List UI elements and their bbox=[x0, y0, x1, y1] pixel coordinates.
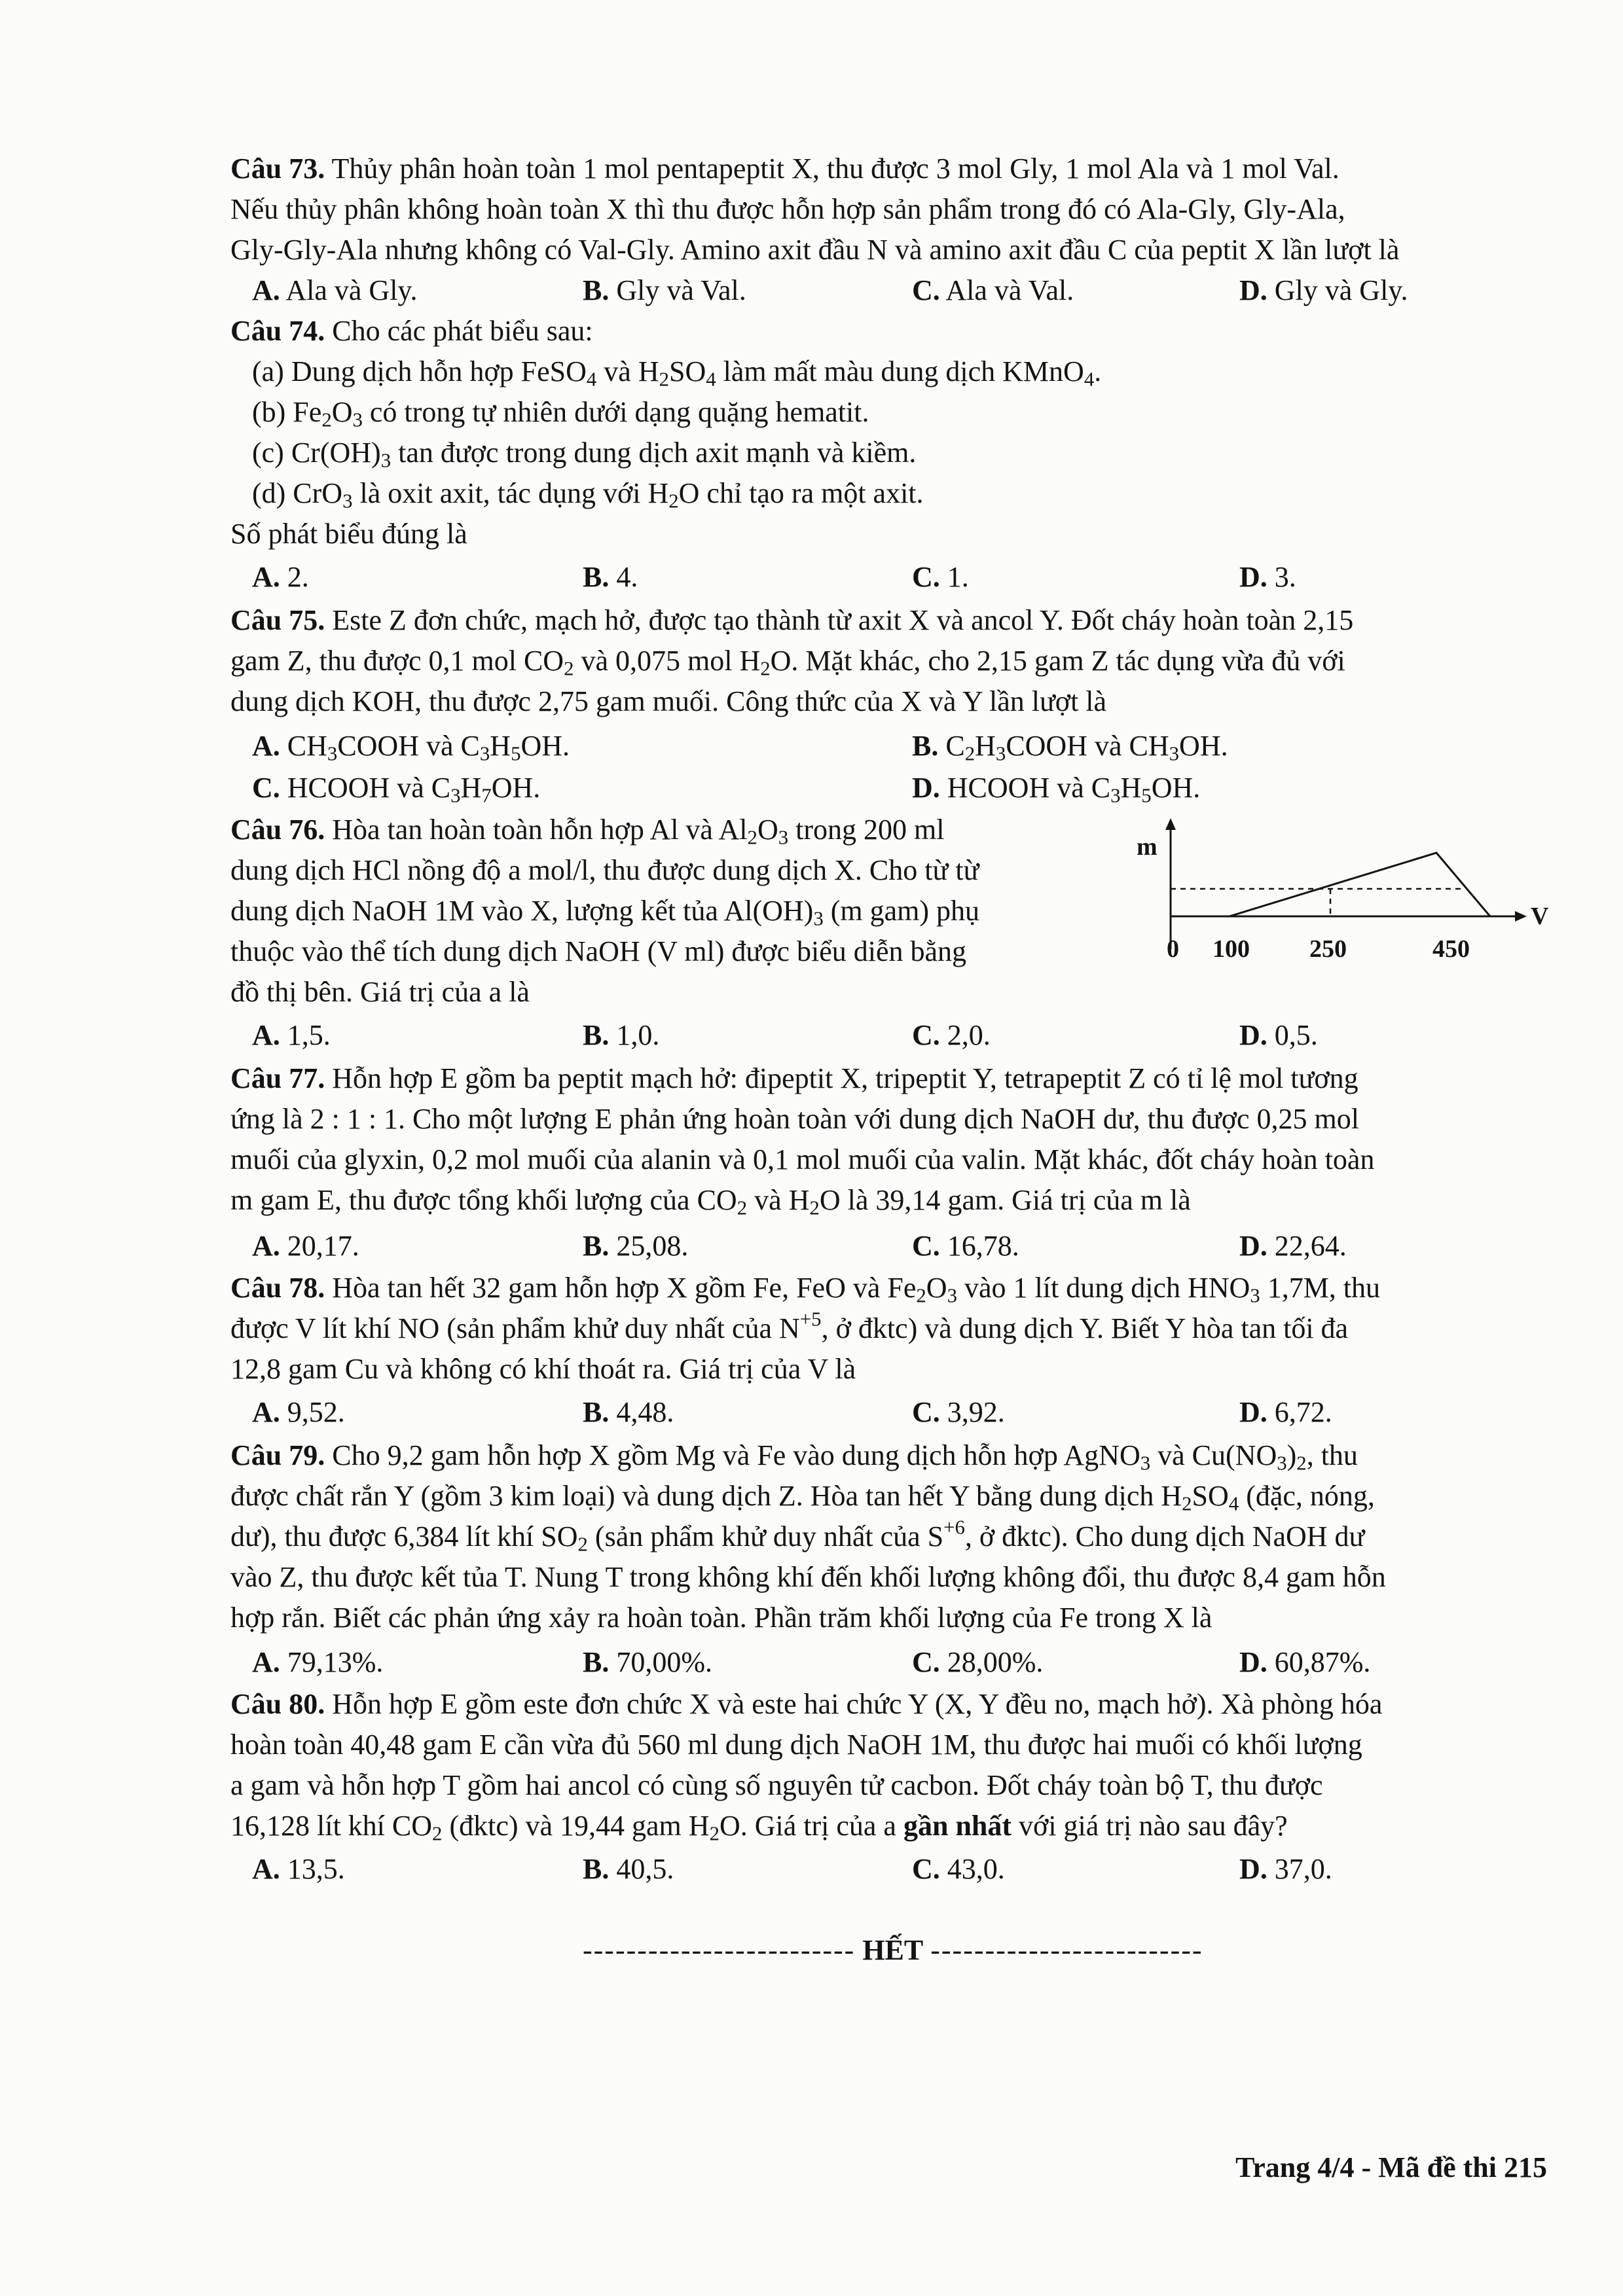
q78-option-c[interactable]: C. 3,92. bbox=[912, 1396, 1005, 1428]
q78-option-b[interactable]: B. 4,48. bbox=[583, 1396, 674, 1428]
q74-line-1: Câu 74. Cho các phát biểu sau: bbox=[230, 315, 593, 347]
q73-option-d[interactable]: D. Gly và Gly. bbox=[1239, 274, 1408, 306]
page-footer: Trang 4/4 - Mã đề thi 215 bbox=[1235, 2151, 1547, 2183]
q76-line-2: dung dịch HCl nồng độ a mol/l, thu được dung dịch X. Cho từ từ bbox=[230, 854, 979, 886]
q79-line-5: hợp rắn. Biết các phản ứng xảy ra hoàn toàn. Phần trăm khối lượng của Fe trong X là bbox=[230, 1602, 1213, 1634]
q76-option-a[interactable]: A. 1,5. bbox=[252, 1019, 331, 1051]
q74-option-b[interactable]: B. 4. bbox=[583, 561, 638, 593]
q80-option-b[interactable]: B. 40,5. bbox=[583, 1853, 674, 1885]
q78-label: Câu 78. bbox=[230, 1272, 325, 1304]
q74-statement-d: (d) CrO$_3$ là oxit axit, tác dụng với $H_2O$ chỉ tạo ra một axit. bbox=[252, 477, 924, 512]
q73-option-a[interactable]: A. Ala và Gly. bbox=[252, 274, 418, 306]
q73-line-1: Câu 73. Thủy phân hoàn toàn 1 mol pentapeptit X, thu được 3 mol Gly, 1 mol Ala và 1 mol Val. bbox=[230, 152, 1340, 185]
q79-label: Câu 79. bbox=[230, 1439, 325, 1471]
q80-line-1: Câu 80. Hỗn hợp E gồm este đơn chức X và este hai chức Y (X, Y đều no, mạch hở). Xà phòng hóa bbox=[230, 1688, 1383, 1720]
q79-option-d[interactable]: D. 60,87%. bbox=[1239, 1646, 1371, 1678]
q78-line-1: Câu 78. Hòa tan hết 32 gam hỗn hợp X gồm Fe, FeO và $Fe_2O_3$ vào 1 lít dung dịch $HNO_3$ 1,7M, thu bbox=[230, 1272, 1381, 1307]
q77-label: Câu 77. bbox=[230, 1062, 325, 1094]
q79-line-2: được chất rắn Y (gồm 3 kim loại) và dung dịch Z. Hòa tan hết Y bằng dung dịch $H_2SO_4$ (đặc, nóng, bbox=[230, 1480, 1375, 1515]
q80-option-c[interactable]: C. 43,0. bbox=[912, 1853, 1005, 1885]
q74-option-a[interactable]: A. 2. bbox=[252, 561, 309, 593]
q73-line-2: Nếu thủy phân không hoàn toàn X thì thu được hỗn hợp sản phẩm trong đó có Ala-Gly, Gly-Ala, bbox=[230, 193, 1345, 225]
q74-option-c[interactable]: C. 1. bbox=[912, 561, 969, 593]
q75-line-3: dung dịch KOH, thu được 2,75 gam muối. Công thức của X và Y lần lượt là bbox=[230, 685, 1107, 717]
graph-tick-100: 100 bbox=[1213, 935, 1250, 963]
q75-option-a[interactable]: A. $CH_3COOH$ và $C_3H_5OH$. bbox=[252, 730, 570, 765]
q77-line-2: ứng là 2 : 1 : 1. Cho một lượng E phản ứng hoàn toàn với dung dịch NaOH dư, thu được 0,25 mol bbox=[230, 1103, 1359, 1135]
q79-line-4: vào Z, thu được kết tủa T. Nung T trong không khí đến khối lượng không đổi, thu được 8,4 gam hỗn bbox=[230, 1561, 1386, 1593]
q77-option-b[interactable]: B. 25,08. bbox=[583, 1230, 689, 1262]
q76-line-5: đồ thị bên. Giá trị của a là bbox=[230, 976, 530, 1008]
precipitate-graph bbox=[1120, 818, 1565, 969]
graph-y-arrow bbox=[1165, 818, 1176, 830]
q76-line-4: thuộc vào thể tích dung dịch NaOH (V ml) được biểu diễn bằng bbox=[230, 935, 967, 967]
q76-line-1: Câu 76. Hòa tan hoàn toàn hỗn hợp Al và $Al_2O_3$ trong 200 ml bbox=[230, 814, 945, 849]
q76-option-b[interactable]: B. 1,0. bbox=[583, 1019, 660, 1051]
graph-tick-0: 0 bbox=[1167, 935, 1179, 963]
q79-option-a[interactable]: A. 79,13%. bbox=[252, 1646, 384, 1678]
q75-line-1: Câu 75. Este Z đơn chức, mạch hở, được tạo thành từ axit X và ancol Y. Đốt cháy hoàn toàn 2,15 bbox=[230, 604, 1354, 636]
q78-line-3: 12,8 gam Cu và không có khí thoát ra. Giá trị của V là bbox=[230, 1353, 856, 1385]
q76-option-c[interactable]: C. 2,0. bbox=[912, 1019, 991, 1051]
graph-x-label: V bbox=[1531, 903, 1549, 930]
q79-option-b[interactable]: B. 70,00%. bbox=[583, 1646, 713, 1678]
graph-tick-450: 450 bbox=[1432, 935, 1470, 963]
q74-label: Câu 74. bbox=[230, 315, 325, 347]
q77-line-3: muối của glyxin, 0,2 mol muối của alanin và 0,1 mol muối của valin. Mặt khác, đốt cháy hoàn toàn bbox=[230, 1143, 1375, 1175]
q80-label: Câu 80. bbox=[230, 1688, 325, 1720]
q74-statement-b: (b) $Fe_2O_3$ có trong tự nhiên dưới dạng quặng hematit. bbox=[252, 396, 869, 431]
end-marker: ------------------------- HẾT ------------------------- bbox=[583, 1934, 1203, 1966]
graph-x-arrow bbox=[1515, 911, 1527, 922]
q80-option-d[interactable]: D. 37,0. bbox=[1239, 1853, 1332, 1885]
q73-option-b[interactable]: B. Gly và Val. bbox=[583, 274, 746, 306]
q80-option-a[interactable]: A. 13,5. bbox=[252, 1853, 345, 1885]
q77-line-1: Câu 77. Hỗn hợp E gồm ba peptit mạch hở: đipeptit X, tripeptit Y, tetrapeptit Z có tỉ lệ mol tương bbox=[230, 1062, 1359, 1094]
q74-option-d[interactable]: D. 3. bbox=[1239, 561, 1296, 593]
q78-option-a[interactable]: A. 9,52. bbox=[252, 1396, 345, 1428]
q80-line-4: 16,128 lít khí $CO_2$ (đktc) và 19,44 gam $H_2O$. Giá trị của a gần nhất với giá trị nào sau đây? bbox=[230, 1810, 1288, 1845]
q73-label: Câu 73. bbox=[230, 152, 325, 185]
q77-option-d[interactable]: D. 22,64. bbox=[1239, 1230, 1347, 1262]
q76-label: Câu 76. bbox=[230, 814, 325, 846]
q75-label: Câu 75. bbox=[230, 604, 325, 636]
q80-line-3: a gam và hỗn hợp T gồm hai ancol có cùng số nguyên tử cacbon. Đốt cháy toàn bộ T, thu được bbox=[230, 1769, 1323, 1801]
q78-option-d[interactable]: D. 6,72. bbox=[1239, 1396, 1332, 1428]
q77-option-a[interactable]: A. 20,17. bbox=[252, 1230, 359, 1262]
q77-option-c[interactable]: C. 16,78. bbox=[912, 1230, 1019, 1262]
q76-line-3: dung dịch NaOH 1M vào X, lượng kết tủa $Al(OH)_3$ (m gam) phụ bbox=[230, 895, 980, 930]
graph-tick-250: 250 bbox=[1309, 935, 1347, 963]
q74-statement-a: (a) Dung dịch hỗn hợp FeSO$_4$ và $H_2SO_4$ làm mất màu dung dịch KMnO$_4$. bbox=[252, 355, 1102, 391]
q79-line-1: Câu 79. Cho 9,2 gam hỗn hợp X gồm Mg và Fe vào dung dịch hỗn hợp AgNO$_3$ và $Cu(NO_3)_2$, thu bbox=[230, 1439, 1358, 1475]
q80-line-2: hoàn toàn 40,48 gam E cần vừa đủ 560 ml dung dịch NaOH 1M, thu được hai muối có khối lượng bbox=[230, 1729, 1362, 1761]
q74-prompt: Số phát biểu đúng là bbox=[230, 518, 467, 550]
q79-line-3: dư), thu được 6,384 lít khí $SO_2$ (sản phẩm khử duy nhất của $S^{+6}$, ở đktc). Cho dung dịch NaOH dư bbox=[230, 1516, 1365, 1556]
q74-statement-c: (c) $Cr(OH)_3$ tan được trong dung dịch axit mạnh và kiềm. bbox=[252, 437, 917, 472]
q73-option-c[interactable]: C. Ala và Val. bbox=[912, 274, 1074, 306]
q78-line-2: được V lít khí NO (sản phẩm khử duy nhất của $N^{+5}$, ở đktc) và dung dịch Y. Biết Y hòa tan tối đa bbox=[230, 1308, 1349, 1344]
q75-option-c[interactable]: C. HCOOH và $C_3H_7OH$. bbox=[252, 772, 541, 807]
q75-option-d[interactable]: D. HCOOH và $C_3H_5OH$. bbox=[912, 772, 1201, 807]
graph-series-line bbox=[1230, 853, 1490, 916]
q79-option-c[interactable]: C. 28,00%. bbox=[912, 1646, 1044, 1678]
graph-y-label: m bbox=[1137, 833, 1158, 861]
q75-option-b[interactable]: B. $C_2H_3COOH$ và $CH_3OH$. bbox=[912, 730, 1228, 765]
q73-line-3: Gly-Gly-Ala nhưng không có Val-Gly. Amino axit đầu N và amino axit đầu C của peptit X lần lượt là bbox=[230, 234, 1400, 266]
q75-line-2: gam Z, thu được 0,1 mol $CO_2$ và 0,075 mol $H_2O$. Mặt khác, cho 2,15 gam Z tác dụng vừa đủ với bbox=[230, 645, 1345, 680]
q76-option-d[interactable]: D. 0,5. bbox=[1239, 1019, 1318, 1051]
q77-line-4: m gam E, thu được tổng khối lượng của $CO_2$ và $H_2O$ là 39,14 gam. Giá trị của m là bbox=[230, 1184, 1191, 1219]
